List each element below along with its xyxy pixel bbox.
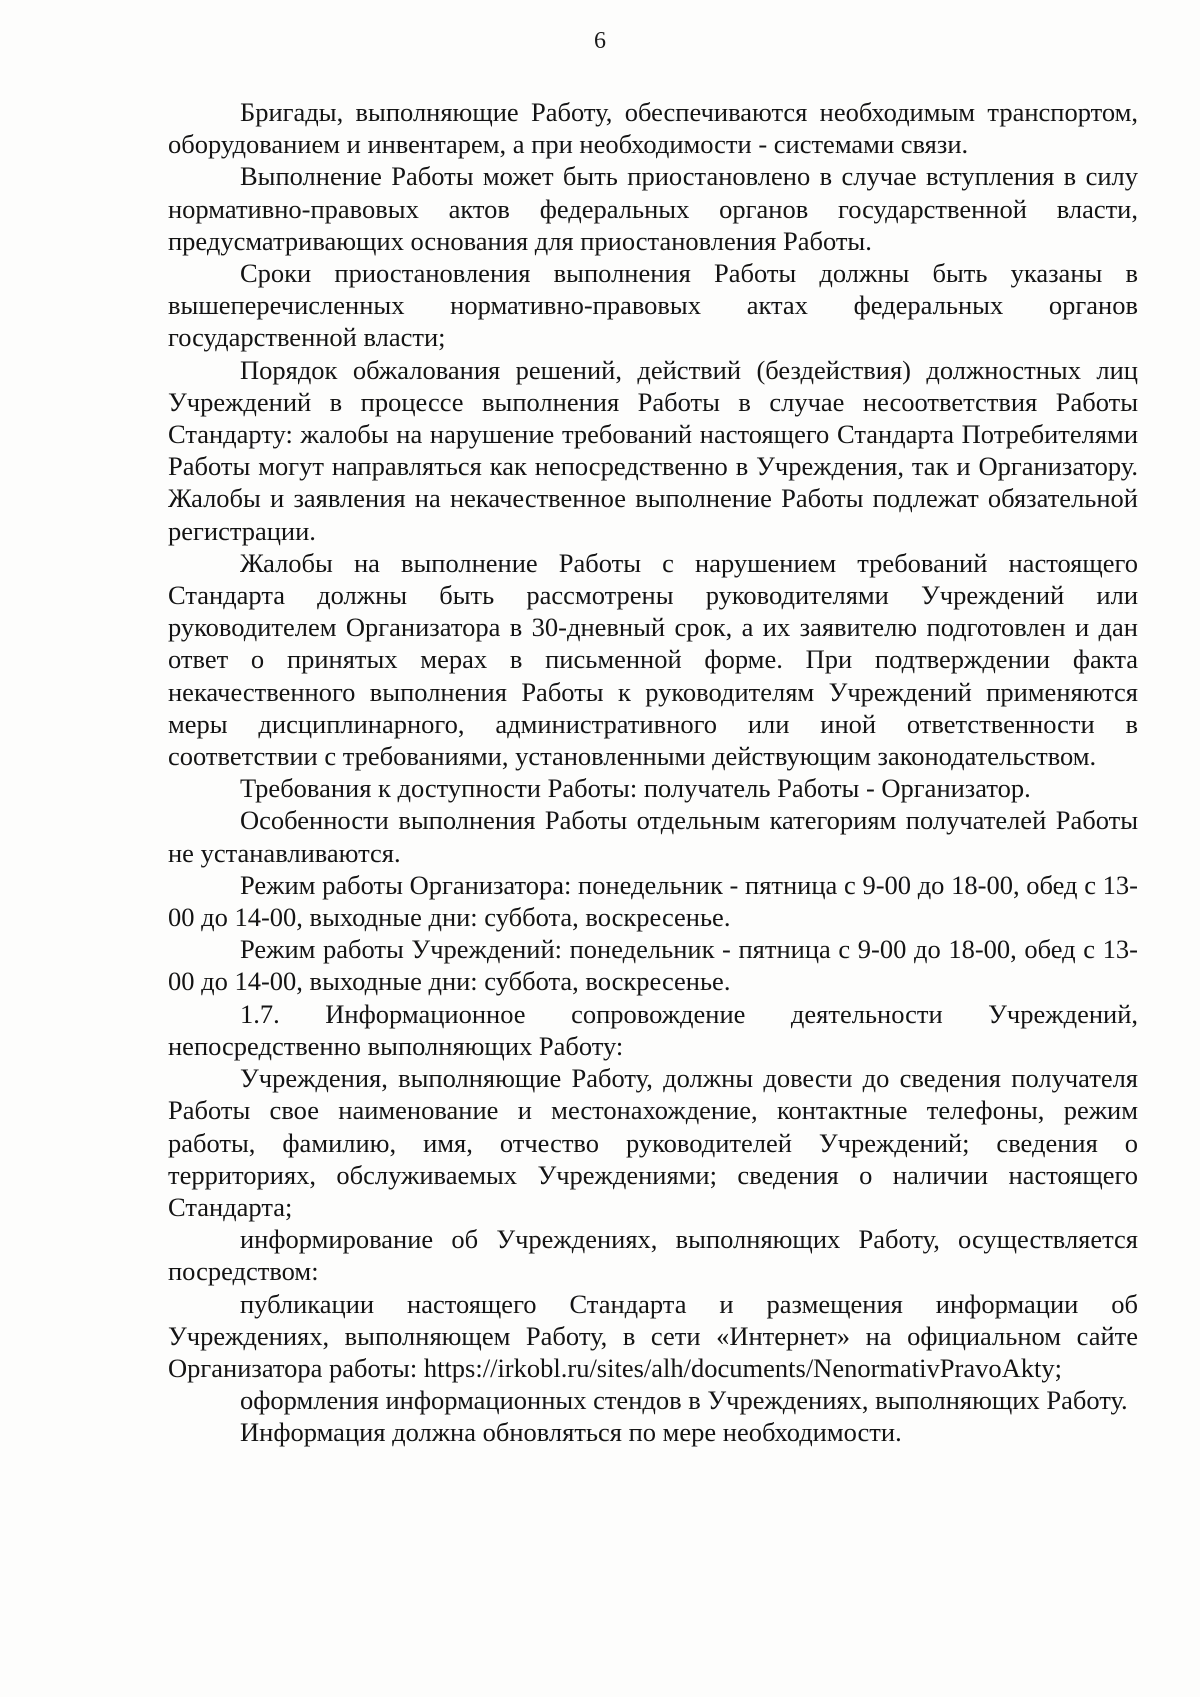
paragraph: Порядок обжалования решений, действий (бездействия) должностных лиц Учреждений в процессе выполнения Работы в случае несоответствия Работы Стандарту: жалобы на нарушение требований настоящего Стандарта Потребителями Работы могут направляться как непосредственно в Учреждения, так и Организатору. Жалобы и заявления на некачественное выполнение Работы подлежат обязательной регистрации. [168, 354, 1138, 546]
paragraph: информирование об Учреждениях, выполняющих Работу, осуществляется посредством: [168, 1224, 1138, 1287]
paragraph: Бригады, выполняющие Работу, обеспечиваются необходимым транспортом, оборудованием и инвентарем, а при необходимости - системами связи. [168, 97, 1138, 160]
paragraph: Выполнение Работы может быть приостановлено в случае вступления в силу нормативно-правовых актов федеральных органов государственной власти, предусматривающих основания для приостановления Работы. [168, 161, 1138, 256]
paragraph: Режим работы Учреждений: понедельник - пятница с 9-00 до 18-00, обед с 13-00 до 14-00, выходные дни: суббота, воскресенье. [168, 934, 1138, 997]
paragraph: Сроки приостановления выполнения Работы должны быть указаны в вышеперечисленных нормативно-правовых актах федеральных органов государственной власти; [168, 258, 1138, 353]
paragraph: публикации настоящего Стандарта и размещения информации об Учреждениях, выполняющем Работу, в сети «Интернет» на официальном сайте Организатора работы: https://irkobl.ru/sites/alh/documents/NenormativPravoAkty; [168, 1288, 1138, 1383]
section-heading-paragraph: 1.7. Информационное сопровождение деятельности Учреждений, непосредственно выполняющих Работу: [168, 998, 1138, 1061]
paragraph: Учреждения, выполняющие Работу, должны довести до сведения получателя Работы свое наименование и местонахождение, контактные телефоны, режим работы, фамилию, имя, отчество руководителей Учреждений; сведения о территориях, обслуживаемых Учреждениями; сведения о наличии настоящего Стандарта; [168, 1063, 1138, 1222]
document-body [168, 96, 1138, 1449]
paragraph: Требования к доступности Работы: получатель Работы - Организатор. [240, 773, 1031, 804]
page-number: 6 [594, 28, 606, 54]
paragraph: Информация должна обновляться по мере необходимости. [240, 1417, 902, 1448]
paragraph: Режим работы Организатора: понедельник - пятница с 9-00 до 18-00, обед с 13-00 до 14-00, выходные дни: суббота, воскресенье. [168, 869, 1138, 933]
paragraph: Жалобы на выполнение Работы с нарушением требований настоящего Стандарта должны быть рассмотрены руководителями Учреждений или руководителем Организатора в 30-дневный срок, а их заявителю подготовлен и дан ответ о принятых мерах в письменной форме. При подтверждении факта некачественного выполнения Работы к руководителям Учреждений применяются меры дисциплинарного, административного или иной ответственности в соответствии с требованиями, установленными действующим законодательством. [168, 547, 1138, 772]
paragraph: Особенности выполнения Работы отдельным категориям получателей Работы не устанавливаются. [168, 805, 1138, 868]
paragraph: оформления информационных стендов в Учреждениях, выполняющих Работу. [240, 1385, 1128, 1416]
